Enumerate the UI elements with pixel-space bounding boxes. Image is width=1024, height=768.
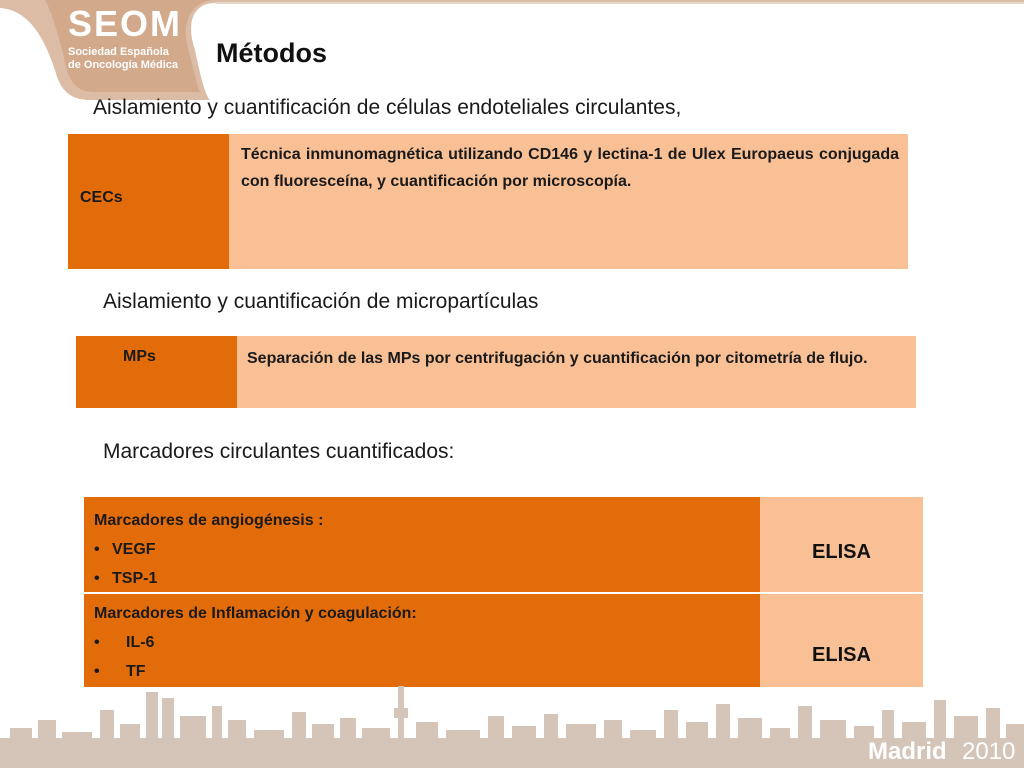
logo-subtitle (68, 46, 208, 72)
marker-name: TF (126, 663, 146, 680)
logo-main-text: SEOM (68, 3, 183, 44)
marker-group-title: Marcadores de angiogénesis : (94, 512, 324, 529)
mps-label-box (76, 336, 237, 408)
slide-title: Métodos (216, 38, 327, 68)
markers-row-2-text (94, 599, 417, 686)
section-heading-mps: Aislamiento y cuantificación de micropartículas (103, 290, 539, 313)
mps-description: Separación de las MPs por centrifugación y cuantificación por citometría de flujo. (247, 350, 868, 367)
mps-label: MPs (123, 348, 156, 365)
section-heading-cecs: Aislamiento y cuantificación de células endoteliales circulantes, (93, 96, 682, 119)
logo-sub-line1: Sociedad Española (68, 46, 169, 58)
list-item (94, 628, 417, 657)
bullet-icon: • (94, 634, 100, 651)
markers-row-2-method-cell (760, 594, 923, 687)
bullet-icon: • (94, 663, 100, 680)
marker-name: TSP-1 (112, 570, 158, 587)
footer-city: Madrid (868, 738, 947, 765)
method-label-row-1: ELISA (812, 541, 871, 563)
bullet-icon: • (94, 570, 100, 587)
section-heading-markers: Marcadores circulantes cuantificados: (103, 440, 455, 463)
cecs-description: Técnica inmunomagnética utilizando CD146 y lectina-1 de Ulex Europaeus conjugada con fluoresceína, y cuantificación por microscopía. (241, 146, 899, 190)
method-label-row-2: ELISA (812, 644, 871, 666)
list-item (94, 564, 323, 593)
logo-sub-line2: de Oncología Médica (68, 59, 179, 71)
cecs-label: CECs (80, 189, 123, 206)
marker-name: IL-6 (126, 634, 155, 651)
list-item (94, 535, 323, 564)
markers-row-1-text (94, 506, 323, 593)
footer-year: 2010 (962, 738, 1016, 765)
marker-group-title: Marcadores de Inflamación y coagulación: (94, 605, 417, 622)
seom-logo (68, 4, 208, 72)
marker-name: VEGF (112, 541, 156, 558)
bullet-icon: • (94, 541, 100, 558)
